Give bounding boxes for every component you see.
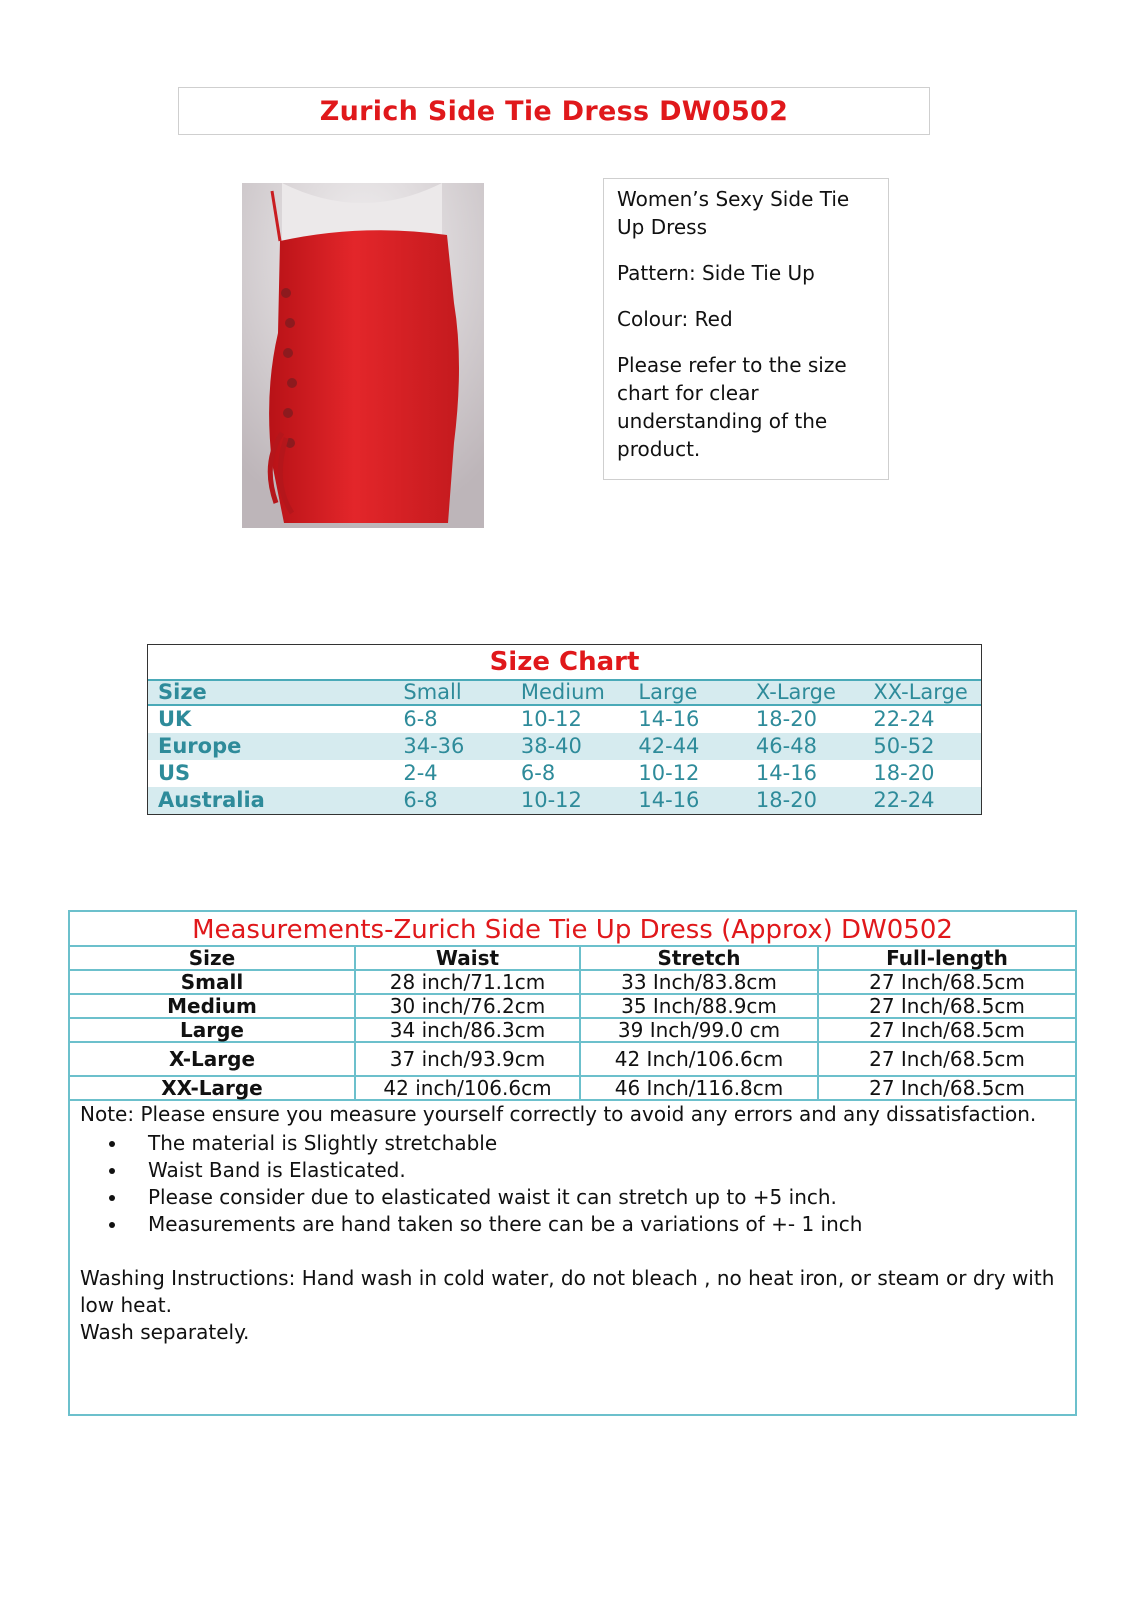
table-cell: 18-20 — [746, 787, 864, 814]
table-row — [70, 1018, 1075, 1042]
measurements-table — [70, 947, 1075, 1101]
table-cell: Medium — [511, 680, 629, 705]
table-cell: 50-52 — [863, 733, 981, 760]
table-cell: 14-16 — [755, 761, 817, 785]
table-cell: X-Large — [746, 680, 864, 705]
size-chart — [147, 644, 982, 815]
table-row — [70, 1076, 1075, 1100]
table-cell: 39 Inch/99.0 cm — [580, 1018, 818, 1042]
table-header-cell: Size — [70, 947, 355, 970]
wash-separately: Wash separately. — [80, 1320, 250, 1344]
table-cell: Large — [70, 1018, 355, 1042]
table-cell: 34 inch/86.3cm — [355, 1018, 580, 1042]
table-row — [148, 733, 981, 760]
dress-image — [242, 183, 484, 528]
list-item: • Measurements are hand taken so there can be a variations of +- 1 inch — [128, 1211, 1065, 1238]
table-cell: XX-Large — [863, 680, 981, 705]
table-cell: 10-12 — [511, 787, 629, 814]
table-cell: 27 Inch/68.5cm — [818, 1076, 1075, 1100]
table-cell: 27 Inch/68.5cm — [818, 970, 1075, 994]
list-item: • The material is Slightly stretchable — [128, 1130, 1065, 1157]
table-header-cell: Full-length — [818, 947, 1075, 970]
size-chart-title: Size Chart — [489, 647, 640, 677]
table-header-cell: Waist — [355, 947, 580, 970]
table-cell: Europe — [148, 733, 393, 760]
table-cell: UK — [158, 707, 192, 731]
table-cell: 37 inch/93.9cm — [355, 1042, 580, 1076]
table-cell: X-Large — [70, 1042, 355, 1076]
measurements-box — [68, 910, 1077, 1416]
table-cell: US — [158, 761, 191, 785]
table-row — [70, 947, 1075, 970]
table-row — [70, 994, 1075, 1018]
table-cell: 42 Inch/106.6cm — [580, 1042, 818, 1076]
note-text: Note: Please ensure you measure yourself correctly to avoid any errors and any dissatisfaction. — [80, 1102, 1037, 1126]
table-cell: 14-16 — [628, 787, 746, 814]
table-row — [148, 787, 981, 814]
table-cell: Size — [148, 680, 393, 705]
table-cell: 10-12 — [520, 707, 582, 731]
table-cell: 18-20 — [755, 707, 817, 731]
table-cell: 6-8 — [403, 707, 438, 731]
table-cell: 22-24 — [863, 787, 981, 814]
table-cell: 30 inch/76.2cm — [355, 994, 580, 1018]
notes-section — [70, 1101, 1075, 1346]
table-cell: 28 inch/71.1cm — [355, 970, 580, 994]
table-cell: 35 Inch/88.9cm — [580, 994, 818, 1018]
list-item: • Please consider due to elasticated waist it can stretch up to +5 inch. — [128, 1184, 1065, 1211]
table-cell: 2-4 — [403, 761, 438, 785]
table-cell: Small — [70, 970, 355, 994]
table-header-cell: Stretch — [580, 947, 818, 970]
table-row — [148, 680, 981, 705]
table-cell: 42-44 — [628, 733, 746, 760]
page-title: Zurich Side Tie Dress DW0502 — [319, 95, 789, 127]
table-cell: 38-40 — [511, 733, 629, 760]
table-cell: 10-12 — [638, 761, 700, 785]
bullet-list — [80, 1130, 1065, 1238]
title-box — [178, 87, 930, 135]
table-cell: 6-8 — [393, 787, 511, 814]
washing-instructions: Washing Instructions: Hand wash in cold water, do not bleach , no heat iron, or steam or dry with low heat. — [80, 1266, 1055, 1317]
table-cell: 46 Inch/116.8cm — [580, 1076, 818, 1100]
table-cell: 6-8 — [520, 761, 556, 785]
table-cell: Large — [628, 680, 746, 705]
table-row — [70, 970, 1075, 994]
description-box — [603, 178, 889, 480]
table-row — [70, 1042, 1075, 1076]
table-cell: 27 Inch/68.5cm — [818, 994, 1075, 1018]
table-cell: Small — [393, 680, 511, 705]
table-cell: Medium — [70, 994, 355, 1018]
table-cell: XX-Large — [70, 1076, 355, 1100]
description-line: Pattern: Side Tie Up — [617, 261, 815, 285]
measurements-title: Measurements-Zurich Side Tie Up Dress (Approx) DW0502 — [70, 912, 1075, 947]
list-item: • Waist Band is Elasticated. — [128, 1157, 1065, 1184]
table-row — [148, 760, 981, 787]
description-line: Colour: Red — [617, 307, 733, 331]
table-cell: 27 Inch/68.5cm — [818, 1018, 1075, 1042]
table-cell: 42 inch/106.6cm — [355, 1076, 580, 1100]
product-photo — [242, 183, 484, 528]
table-cell: 27 Inch/68.5cm — [818, 1042, 1075, 1076]
description-line: Please refer to the size chart for clear understanding of the product. — [617, 353, 847, 461]
table-cell: 18-20 — [873, 761, 935, 785]
description-line: Women’s Sexy Side Tie Up Dress — [617, 187, 850, 239]
size-chart-table — [148, 679, 981, 814]
table-cell: 14-16 — [638, 707, 700, 731]
table-cell: 46-48 — [746, 733, 864, 760]
table-row — [148, 705, 981, 733]
table-cell: 33 Inch/83.8cm — [580, 970, 818, 994]
table-cell: Australia — [148, 787, 393, 814]
table-cell: 34-36 — [393, 733, 511, 760]
table-cell: 22-24 — [873, 707, 935, 731]
